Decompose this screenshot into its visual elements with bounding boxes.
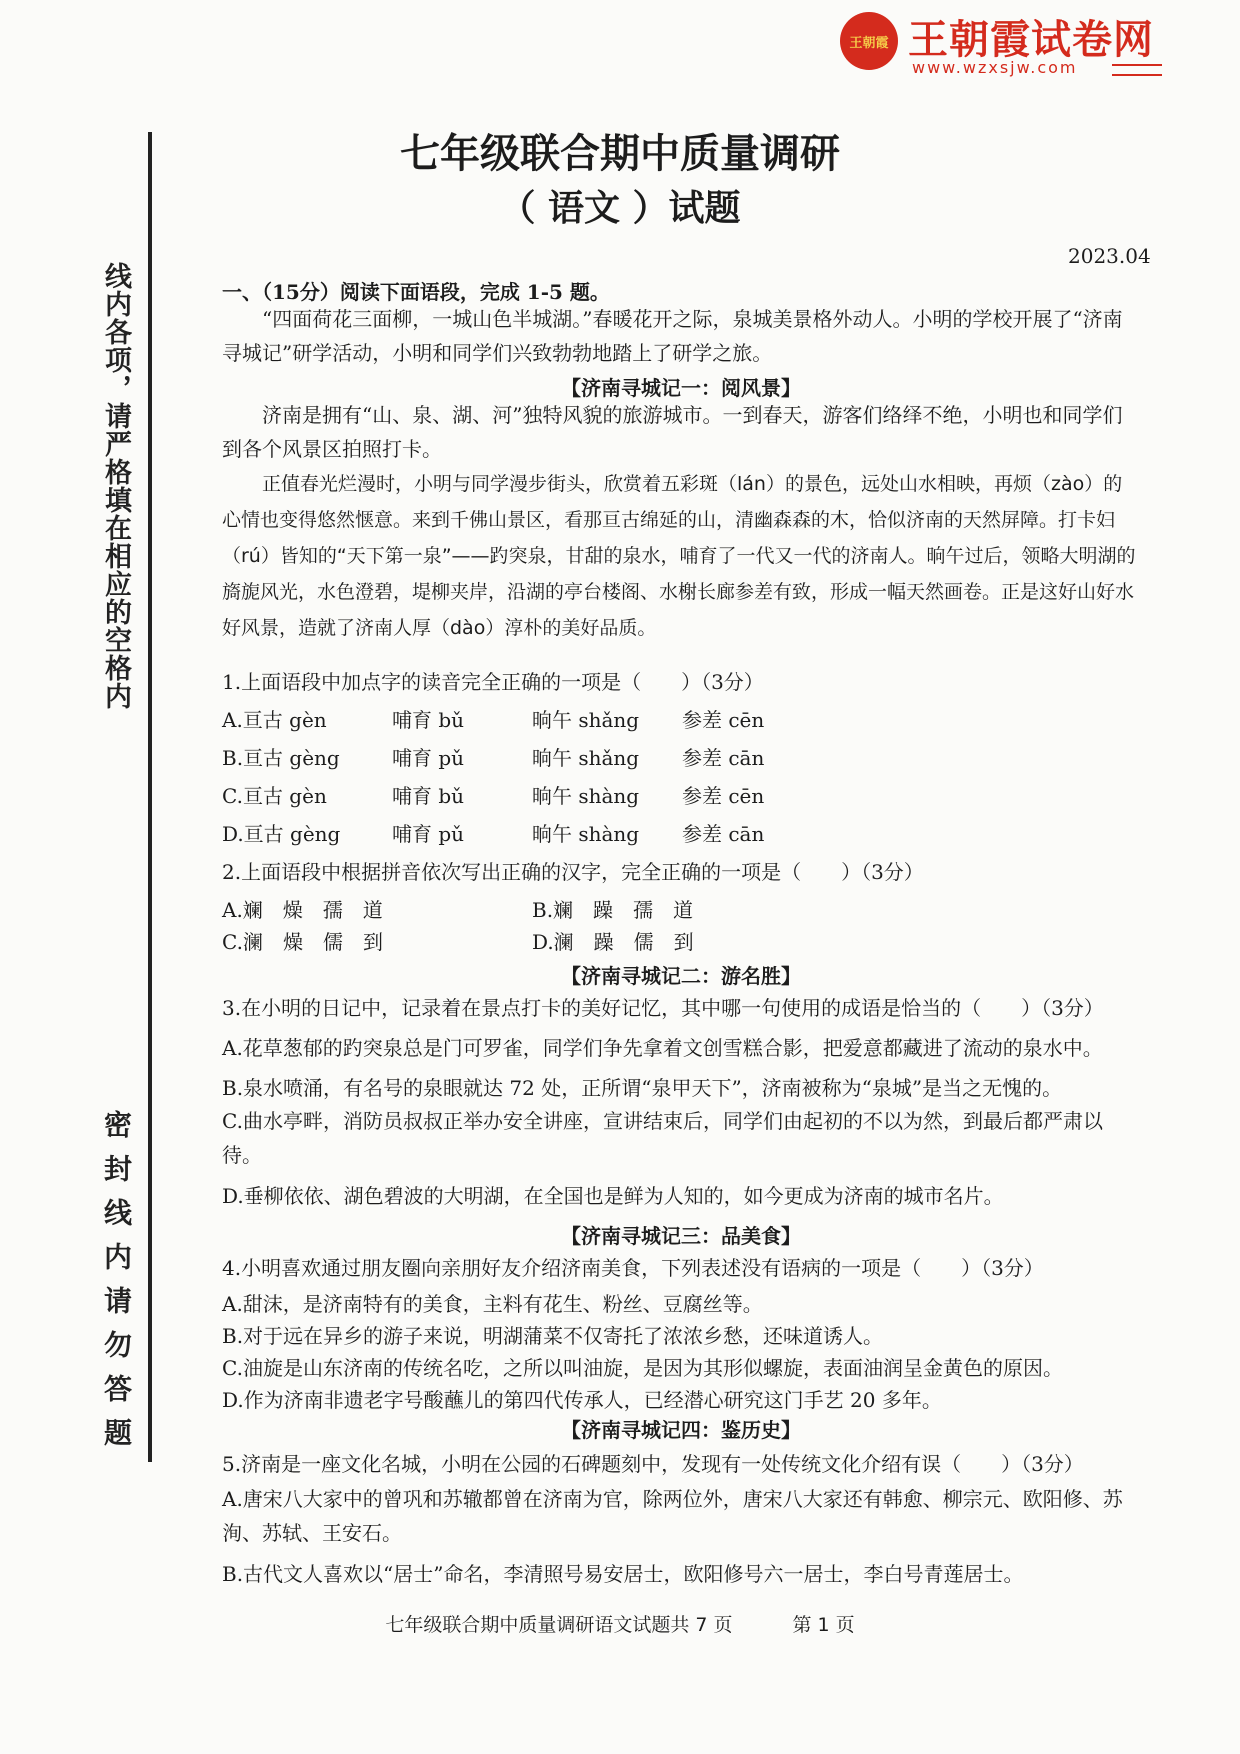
binding-warning: 密封线内请勿答题 bbox=[100, 1110, 133, 1462]
seal-icon: 王朝霞 bbox=[840, 12, 898, 70]
question-1-option-d: D.亘古 gèng 哺育 pǔ 晌午 shàng 参差 cān bbox=[222, 822, 765, 846]
question-2-stem: 2.上面语段中根据拼音依次写出正确的汉字，完全正确的一项是（ ）（3分） bbox=[222, 860, 924, 884]
binding-line bbox=[148, 132, 152, 1462]
binding-instruction: 线内各项，请严格填在相应的空格内 bbox=[100, 262, 131, 710]
subheading-1: 【济南寻城记一：阅风景】 bbox=[561, 376, 801, 400]
question-3-stem: 3.在小明的日记中，记录着在景点打卡的美好记忆，其中哪一句使用的成语是恰当的（ ）（3分） bbox=[222, 996, 1104, 1020]
paragraph-2: 正值春光烂漫时，小明与同学漫步街头，欣赏着五彩斑（lán）的景色，远处山水相映，再烦（zào）的心情也变得悠然惬意。来到千佛山景区，看那亘古绵延的山，清幽森森的木，恰似济南的天然屏障。打卡妇（rú）皆知的“天下第一泉”——趵突泉，甘甜的泉水，哺育了一代又一代的济南人。晌午过后，领略大明湖的旖旎风光，水色澄碧，堤柳夹岸，沿湖的亭台楼阁、水榭长廊参差有致，形成一幅天然画卷。正是这好山好水好风景，造就了济南人厚（dào）淳朴的美好品质。 bbox=[222, 473, 1136, 639]
exam-title: 七年级联合期中质量调研 bbox=[400, 131, 840, 177]
question-4-option-b: B.对于远在异乡的游子来说，明湖蒲菜不仅寄托了浓浓乡愁，还味道诱人。 bbox=[222, 1324, 884, 1348]
exam-date: 2023.04 bbox=[1068, 244, 1151, 268]
subheading-4: 【济南寻城记四：鉴历史】 bbox=[561, 1418, 801, 1442]
section-heading: 一、（15分）阅读下面语段，完成 1-5 题。 bbox=[222, 280, 610, 304]
question-5-stem: 5.济南是一座文化名城，小明在公园的石碑题刻中，发现有一处传统文化介绍有误（ ）（3分） bbox=[222, 1452, 1084, 1476]
footer-page-number: 第 1 页 bbox=[792, 1614, 855, 1636]
question-1-option-b: B.亘古 gèng 哺育 pǔ 晌午 shǎng 参差 cān bbox=[222, 746, 765, 770]
brand-logo bbox=[840, 8, 1170, 78]
question-3-option-c: C.曲水亭畔，消防员叔叔正举办安全讲座，宣讲结束后，同学们由起初的不以为然，到最后都严肃以待。 bbox=[222, 1109, 1103, 1167]
question-5-option-a: A.唐宋八大家中的曾巩和苏辙都曾在济南为官，除两位外，唐宋八大家还有韩愈、柳宗元、欧阳修、苏洵、苏轼、王安石。 bbox=[222, 1487, 1123, 1545]
intro-paragraph: “四面荷花三面柳，一城山色半城湖。”春暖花开之际，泉城美景格外动人。小明的学校开展了“济南寻城记”研学活动，小明和同学们兴致勃勃地踏上了研学之旅。 bbox=[222, 307, 1123, 365]
subheading-2: 【济南寻城记二：游名胜】 bbox=[561, 964, 801, 988]
question-3-option-a: A.花草葱郁的趵突泉总是门可罗雀，同学们争先拿着文创雪糕合影，把爱意都藏进了流动的泉水中。 bbox=[222, 1036, 1103, 1060]
subheading-3: 【济南寻城记三：品美食】 bbox=[561, 1224, 801, 1248]
question-1-stem: 1.上面语段中加点字的读音完全正确的一项是（ ）（3分） bbox=[222, 670, 764, 694]
question-3-option-b: B.泉水喷涌，有名号的泉眼就达 72 处，正所谓“泉甲天下”，济南被称为“泉城”是当之无愧的。 bbox=[222, 1076, 1063, 1100]
question-2-options-ab: A.斓 燥 孺 道 B.斓 躁 孺 道 bbox=[222, 898, 694, 922]
question-2-options-cd: C.澜 燥 儒 到 D.澜 躁 儒 到 bbox=[222, 930, 694, 954]
question-4-stem: 4.小明喜欢通过朋友圈向亲朋好友介绍济南美食，下列表述没有语病的一项是（ ）（3分） bbox=[222, 1256, 1044, 1280]
decorative-lines bbox=[1112, 64, 1162, 76]
question-1-option-a: A.亘古 gèn 哺育 bǔ 晌午 shǎng 参差 cēn bbox=[222, 708, 765, 732]
exam-subject: （ 语文 ）试题 bbox=[499, 188, 741, 229]
brand-name: 王朝霞试卷网 bbox=[908, 17, 1154, 63]
brand-url: www.wzxsjw.com bbox=[912, 58, 1078, 77]
question-4-option-d: D.作为济南非遗老字号酸蘸儿的第四代传承人，已经潜心研究这门手艺 20 多年。 bbox=[222, 1388, 942, 1412]
question-5-option-b: B.古代文人喜欢以“居士”命名，李清照号易安居士，欧阳修号六一居士，李白号青莲居士。 bbox=[222, 1562, 1024, 1586]
footer-total-pages: 七年级联合期中质量调研语文试题共 7 页 bbox=[385, 1614, 733, 1636]
page-footer bbox=[0, 1610, 1240, 1637]
question-1-option-c: C.亘古 gèn 哺育 bǔ 晌午 shàng 参差 cēn bbox=[222, 784, 765, 808]
question-3-option-d: D.垂柳依依、湖色碧波的大明湖，在全国也是鲜为人知的，如今更成为济南的城市名片。 bbox=[222, 1184, 1004, 1208]
question-4-option-c: C.油旋是山东济南的传统名吃，之所以叫油旋，是因为其形似螺旋，表面油润呈金黄色的原因。 bbox=[222, 1356, 1063, 1380]
paragraph-1: 济南是拥有“山、泉、湖、河”独特风貌的旅游城市。一到春天，游客们络绎不绝，小明也和同学们到各个风景区拍照打卡。 bbox=[222, 403, 1123, 461]
question-4-option-a: A.甜沫，是济南特有的美食，主料有花生、粉丝、豆腐丝等。 bbox=[222, 1292, 763, 1316]
